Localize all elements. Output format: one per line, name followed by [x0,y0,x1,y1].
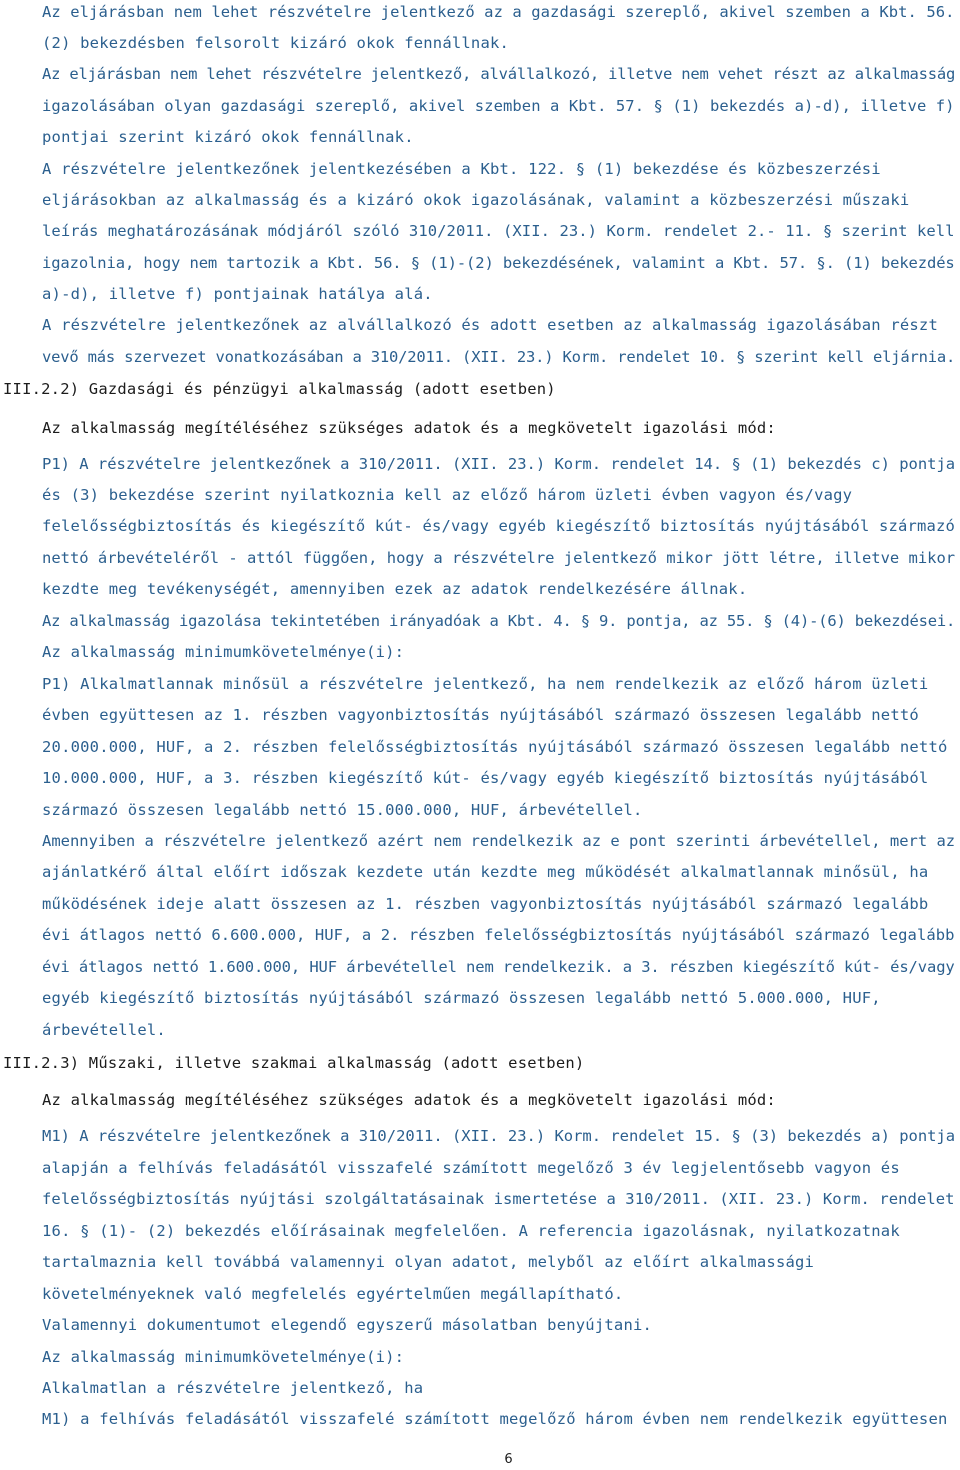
text-line: M1) A részvételre jelentkezőnek a 310/2011. (XII. 23.) Korm. rendelet 15. § (3) bekezdés a) pontja [42,1127,956,1145]
text-line: alapján a felhívás feladásától visszafelé számított megelőző 3 év legjelentősebb vagyon és [42,1159,900,1177]
text-line: évi átlagos nettó 6.600.000, HUF, a 2. részben felelősségbiztosítás nyújtásából származó legalább [42,926,955,944]
text-line: származó összesen legalább nettó 15.000.000, HUF, árbevétellel. [42,801,643,819]
text-line: leírás meghatározásának módjáról szóló 310/2011. (XII. 23.) Korm. rendelet 2.- 11. § szerint kell [42,222,955,240]
text-line: évben együttesen az 1. részben vagyonbiztosítás nyújtásából származó összesen legalább nettó [42,706,919,724]
text-line: 10.000.000, HUF, a 3. részben kiegészítő kút- és/vagy egyéb kiegészítő biztosítás nyújtásából [42,769,929,787]
text-line: egyéb kiegészítő biztosítás nyújtásából származó összesen legalább nettó 5.000.000, HUF, [42,989,881,1007]
section-heading-line: Az alkalmasság megítéléséhez szükséges adatok és a megkövetelt igazolási mód: [42,419,776,437]
text-line: P1) Alkalmatlannak minősül a részvételre jelentkező, ha nem rendelkezik az előző három üzleti [42,675,929,693]
text-line: kezdte meg tevékenységét, amennyiben ezek az adatok rendelkezésére állnak. [42,580,748,598]
text-line: vevő más szervezet vonatkozásában a 310/2011. (XII. 23.) Korm. rendelet 10. § szerint kell eljárnia. [42,348,956,366]
text-line: P1) A részvételre jelentkezőnek a 310/2011. (XII. 23.) Korm. rendelet 14. § (1) bekezdés c) pontja [42,455,956,473]
text-line: a)-d), illetve f) pontjainak hatálya alá. [42,285,433,303]
text-line: és (3) bekezdése szerint nyilatkoznia kell az előző három üzleti évben vagyon és/vagy [42,486,853,504]
text-line: ajánlatkérő által előírt időszak kezdete után kezdte meg működését alkalmatlannak minősül, ha [42,863,929,881]
text-line: 20.000.000, HUF, a 2. részben felelősségbiztosítás nyújtásából származó összesen legalább nettó [42,738,948,756]
text-line: felelősségbiztosítás és kiegészítő kút- és/vagy egyéb kiegészítő biztosítás nyújtásából származó [42,517,956,535]
text-line: nettó árbevételéről - attól függően, hogy a részvételre jelentkező mikor jött létre, illetve mikor [42,549,956,567]
text-line: évi átlagos nettó 1.600.000, HUF árbevétellel nem rendelkezik. a 3. részben kiegészítő kút- és/vagy [42,958,955,976]
text-line: tartalmaznia kell továbbá valamennyi olyan adatot, melyből az előírt alkalmassági [42,1253,815,1271]
text-line: árbevétellel. [42,1021,166,1039]
text-line: A részvételre jelentkezőnek jelentkezésében a Kbt. 122. § (1) bekezdése és közbeszerzési [42,160,881,178]
text-line: Az alkalmasság minimumkövetelménye(i): [42,643,405,661]
text-line: 16. § (1)- (2) bekezdés előírásainak megfelelően. A referencia igazolásnak, nyilatkozatnak [42,1222,900,1240]
text-line: Amennyiben a részvételre jelentkező azért nem rendelkezik az e pont szerinti árbevétellel, mert az [42,832,956,850]
text-line: pontjai szerint kizáró okok fennállnak. [42,128,414,146]
text-line: A részvételre jelentkezőnek az alvállalkozó és adott esetben az alkalmasság igazolásában részt [42,316,938,334]
section-heading-line: III.2.3) Műszaki, illetve szakmai alkalmasság (adott esetben) [3,1054,585,1072]
page-number: 6 [504,1452,513,1467]
text-line: M1) a felhívás feladásától visszafelé számított megelőző három évben nem rendelkezik együttesen [42,1410,948,1428]
text-line: Az eljárásban nem lehet részvételre jelentkező az a gazdasági szereplő, akivel szemben a Kbt. 56. [42,3,955,21]
text-line: Alkalmatlan a részvételre jelentkező, ha [42,1379,424,1397]
text-line: Az eljárásban nem lehet részvételre jelentkező, alvállalkozó, illetve nem vehet részt az alkalmasság [42,65,956,83]
section-heading-line: III.2.2) Gazdasági és pénzügyi alkalmasság (adott esetben) [3,380,556,398]
text-line: Az alkalmasság minimumkövetelménye(i): [42,1348,405,1366]
text-line: felelősségbiztosítás nyújtási szolgáltatásainak ismertetése a 310/2011. (XII. 23.) Korm. rendelet [42,1190,955,1208]
section-heading-line: Az alkalmasság megítéléséhez szükséges adatok és a megkövetelt igazolási mód: [42,1091,776,1109]
text-line: igazolnia, hogy nem tartozik a Kbt. 56. § (1)-(2) bekezdésének, valamint a Kbt. 57. §. (1) bekezdés [42,254,955,272]
text-line: követelményeknek való megfelelés egyértelműen megállapítható. [42,1285,624,1303]
text-line: Valamennyi dokumentumot elegendő egyszerű másolatban benyújtani. [42,1316,653,1334]
text-line: igazolásában olyan gazdasági szereplő, akivel szemben a Kbt. 57. § (1) bekezdés a)-d), illetve f) [42,97,955,115]
text-line: (2) bekezdésben felsorolt kizáró okok fennállnak. [42,34,510,52]
text-line: működésének ideje alatt összesen az 1. részben vagyonbiztosítás nyújtásából származó legalább [42,895,929,913]
text-line: Az alkalmasság igazolása tekintetében irányadóak a Kbt. 4. § 9. pontja, az 55. § (4)-(6) bekezdései. [42,612,956,630]
text-line: eljárásokban az alkalmasság és a kizáró okok igazolásának, valamint a közbeszerzési műszaki [42,191,910,209]
